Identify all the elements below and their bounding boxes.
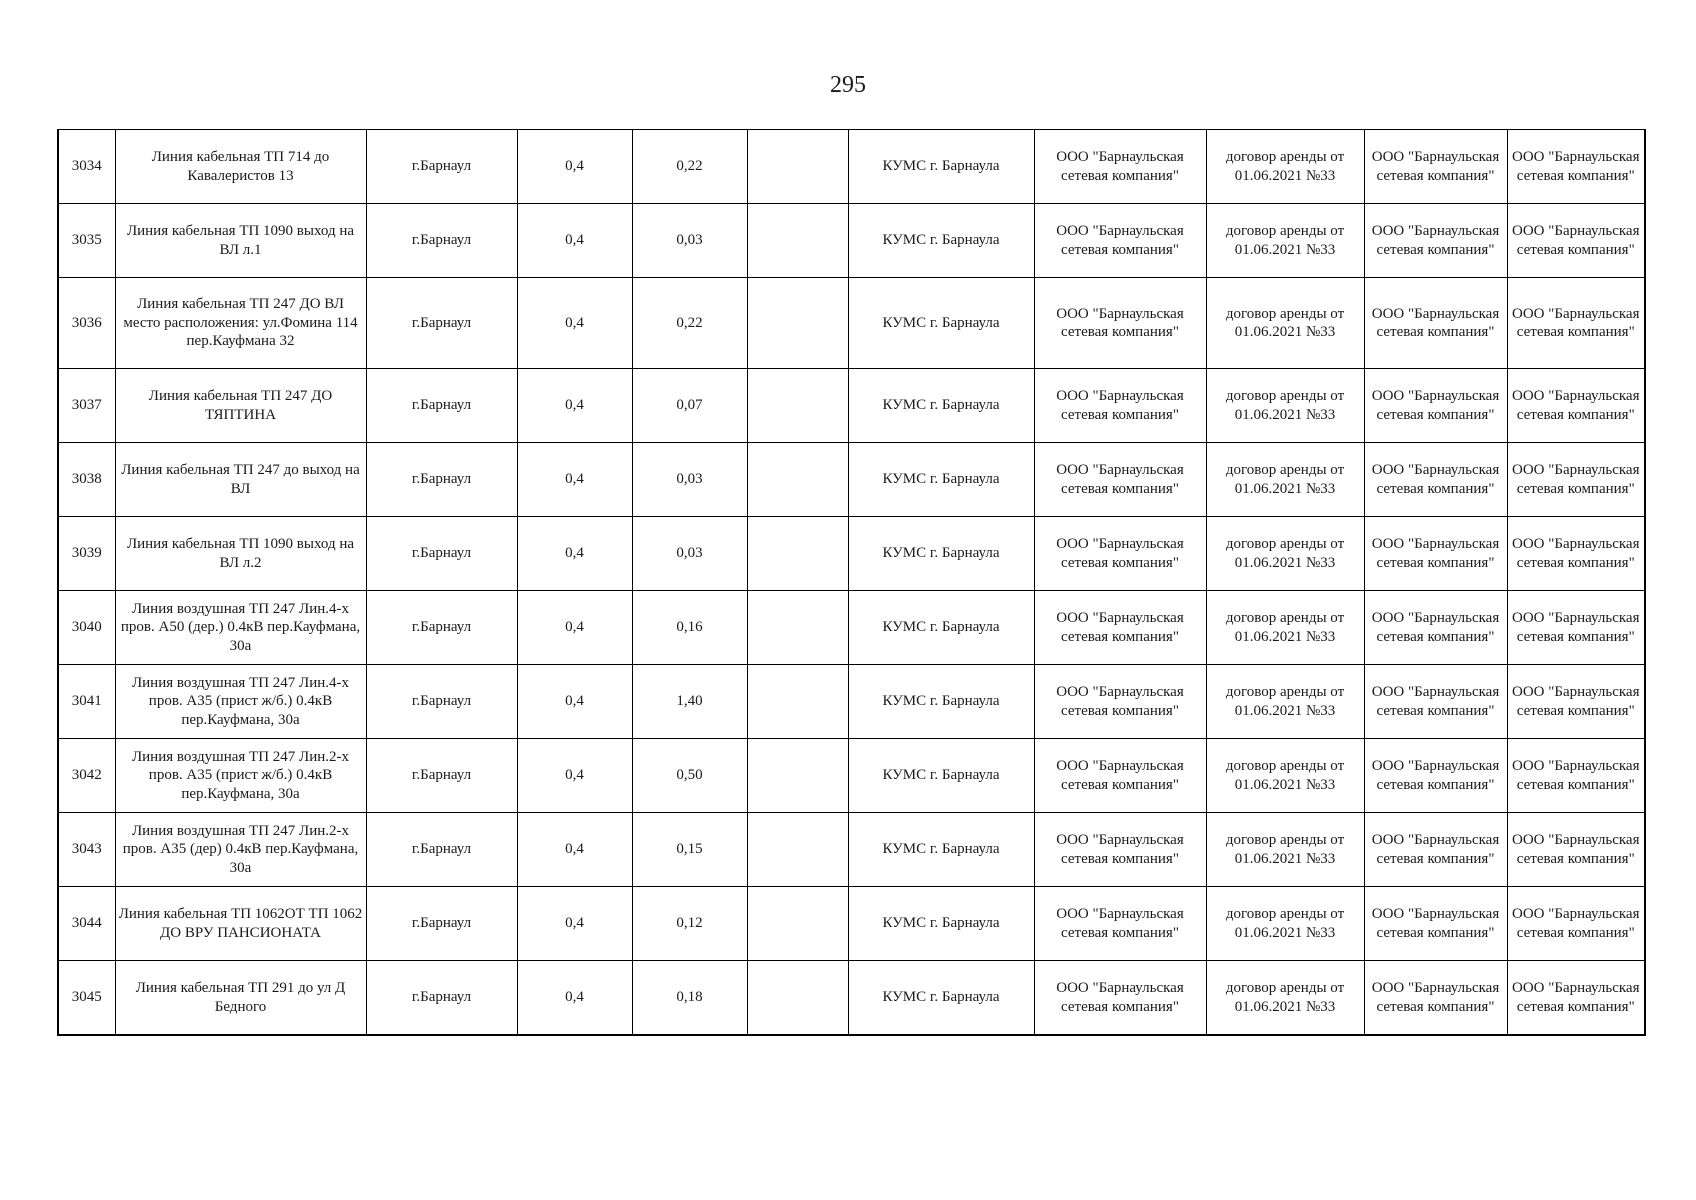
cell-location: г.Барнаул: [366, 813, 517, 887]
table-row: [58, 443, 1645, 517]
cell-basis: договор аренды от 01.06.2021 №33: [1206, 665, 1364, 739]
cell-user: ООО "Барнаульская сетевая компания": [1034, 961, 1206, 1036]
cell-location: г.Барнаул: [366, 204, 517, 278]
cell-basis: договор аренды от 01.06.2021 №33: [1206, 739, 1364, 813]
registry-table: [57, 129, 1646, 1036]
cell-number: 3042: [58, 739, 115, 813]
cell-holder: КУМС г. Барнаула: [848, 887, 1034, 961]
cell-voltage: 0,4: [517, 517, 632, 591]
cell-voltage: 0,4: [517, 204, 632, 278]
cell-voltage: 0,4: [517, 443, 632, 517]
cell-basis: договор аренды от 01.06.2021 №33: [1206, 369, 1364, 443]
cell-object-name: Линия воздушная ТП 247 Лин.4-х пров. А35 (прист ж/б.) 0.4кВ пер.Кауфмана, 30а: [115, 665, 366, 739]
cell-length: 0,03: [632, 204, 747, 278]
cell-holder: КУМС г. Барнаула: [848, 278, 1034, 369]
cell-number: 3041: [58, 665, 115, 739]
cell-operator: ООО "Барнаульская сетевая компания": [1364, 278, 1507, 369]
cell-object-name: Линия кабельная ТП 1090 выход на ВЛ л.2: [115, 517, 366, 591]
cell-holder: КУМС г. Барнаула: [848, 665, 1034, 739]
cell-length: 0,16: [632, 591, 747, 665]
cell-length: 0,22: [632, 130, 747, 204]
cell-length: 0,07: [632, 369, 747, 443]
cell-operator: ООО "Барнаульская сетевая компания": [1364, 369, 1507, 443]
cell-operator: ООО "Барнаульская сетевая компания": [1364, 887, 1507, 961]
cell-number: 3036: [58, 278, 115, 369]
cell-basis: договор аренды от 01.06.2021 №33: [1206, 278, 1364, 369]
cell-operator: ООО "Барнаульская сетевая компания": [1364, 591, 1507, 665]
cell-object-name: Линия кабельная ТП 291 до ул Д Бедного: [115, 961, 366, 1036]
cell-empty: [747, 369, 848, 443]
cell-number: 3037: [58, 369, 115, 443]
cell-owner: ООО "Барнаульская сетевая компания": [1507, 517, 1645, 591]
cell-number: 3045: [58, 961, 115, 1036]
cell-user: ООО "Барнаульская сетевая компания": [1034, 591, 1206, 665]
cell-object-name: Линия воздушная ТП 247 Лин.4-х пров. А50 (дер.) 0.4кВ пер.Кауфмана, 30а: [115, 591, 366, 665]
table-row: [58, 591, 1645, 665]
cell-basis: договор аренды от 01.06.2021 №33: [1206, 813, 1364, 887]
cell-holder: КУМС г. Барнаула: [848, 204, 1034, 278]
cell-length: 1,40: [632, 665, 747, 739]
table-row: [58, 204, 1645, 278]
cell-empty: [747, 961, 848, 1036]
page-number: 295: [830, 72, 866, 98]
cell-location: г.Барнаул: [366, 517, 517, 591]
cell-empty: [747, 665, 848, 739]
cell-owner: ООО "Барнаульская сетевая компания": [1507, 961, 1645, 1036]
cell-owner: ООО "Барнаульская сетевая компания": [1507, 369, 1645, 443]
cell-user: ООО "Барнаульская сетевая компания": [1034, 443, 1206, 517]
cell-object-name: Линия кабельная ТП 714 до Кавалеристов 13: [115, 130, 366, 204]
cell-basis: договор аренды от 01.06.2021 №33: [1206, 204, 1364, 278]
cell-number: 3043: [58, 813, 115, 887]
cell-location: г.Барнаул: [366, 739, 517, 813]
cell-length: 0,22: [632, 278, 747, 369]
cell-object-name: Линия кабельная ТП 247 ДО ВЛ место расположения: ул.Фомина 114 пер.Кауфмана 32: [115, 278, 366, 369]
cell-operator: ООО "Барнаульская сетевая компания": [1364, 739, 1507, 813]
cell-holder: КУМС г. Барнаула: [848, 517, 1034, 591]
cell-user: ООО "Барнаульская сетевая компания": [1034, 369, 1206, 443]
cell-owner: ООО "Барнаульская сетевая компания": [1507, 278, 1645, 369]
cell-operator: ООО "Барнаульская сетевая компания": [1364, 961, 1507, 1036]
cell-voltage: 0,4: [517, 813, 632, 887]
cell-location: г.Барнаул: [366, 278, 517, 369]
cell-operator: ООО "Барнаульская сетевая компания": [1364, 204, 1507, 278]
cell-operator: ООО "Барнаульская сетевая компания": [1364, 130, 1507, 204]
cell-empty: [747, 813, 848, 887]
registry-body: [58, 130, 1645, 1036]
cell-empty: [747, 204, 848, 278]
cell-number: 3044: [58, 887, 115, 961]
cell-voltage: 0,4: [517, 130, 632, 204]
cell-empty: [747, 517, 848, 591]
cell-number: 3034: [58, 130, 115, 204]
cell-operator: ООО "Барнаульская сетевая компания": [1364, 813, 1507, 887]
cell-user: ООО "Барнаульская сетевая компания": [1034, 278, 1206, 369]
cell-object-name: Линия воздушная ТП 247 Лин.2-х пров. А35 (прист ж/б.) 0.4кВ пер.Кауфмана, 30а: [115, 739, 366, 813]
cell-empty: [747, 443, 848, 517]
cell-location: г.Барнаул: [366, 369, 517, 443]
cell-voltage: 0,4: [517, 665, 632, 739]
cell-holder: КУМС г. Барнаула: [848, 130, 1034, 204]
cell-operator: ООО "Барнаульская сетевая компания": [1364, 443, 1507, 517]
cell-empty: [747, 591, 848, 665]
cell-operator: ООО "Барнаульская сетевая компания": [1364, 517, 1507, 591]
cell-length: 0,50: [632, 739, 747, 813]
cell-length: 0,15: [632, 813, 747, 887]
table-row: [58, 369, 1645, 443]
cell-holder: КУМС г. Барнаула: [848, 961, 1034, 1036]
cell-object-name: Линия кабельная ТП 1090 выход на ВЛ л.1: [115, 204, 366, 278]
cell-voltage: 0,4: [517, 887, 632, 961]
cell-location: г.Барнаул: [366, 961, 517, 1036]
cell-location: г.Барнаул: [366, 443, 517, 517]
cell-user: ООО "Барнаульская сетевая компания": [1034, 517, 1206, 591]
cell-number: 3038: [58, 443, 115, 517]
cell-empty: [747, 739, 848, 813]
table-row: [58, 517, 1645, 591]
cell-owner: ООО "Барнаульская сетевая компания": [1507, 739, 1645, 813]
cell-user: ООО "Барнаульская сетевая компания": [1034, 739, 1206, 813]
cell-location: г.Барнаул: [366, 887, 517, 961]
cell-owner: ООО "Барнаульская сетевая компания": [1507, 665, 1645, 739]
cell-owner: ООО "Барнаульская сетевая компания": [1507, 813, 1645, 887]
cell-basis: договор аренды от 01.06.2021 №33: [1206, 887, 1364, 961]
cell-operator: ООО "Барнаульская сетевая компания": [1364, 665, 1507, 739]
cell-owner: ООО "Барнаульская сетевая компания": [1507, 443, 1645, 517]
table-row: [58, 813, 1645, 887]
table-row: [58, 887, 1645, 961]
cell-empty: [747, 130, 848, 204]
cell-location: г.Барнаул: [366, 130, 517, 204]
cell-basis: договор аренды от 01.06.2021 №33: [1206, 517, 1364, 591]
cell-location: г.Барнаул: [366, 591, 517, 665]
cell-location: г.Барнаул: [366, 665, 517, 739]
cell-length: 0,18: [632, 961, 747, 1036]
table-row: [58, 278, 1645, 369]
cell-owner: ООО "Барнаульская сетевая компания": [1507, 130, 1645, 204]
cell-empty: [747, 887, 848, 961]
cell-number: 3039: [58, 517, 115, 591]
cell-empty: [747, 278, 848, 369]
cell-basis: договор аренды от 01.06.2021 №33: [1206, 961, 1364, 1036]
cell-holder: КУМС г. Барнаула: [848, 369, 1034, 443]
cell-owner: ООО "Барнаульская сетевая компания": [1507, 887, 1645, 961]
cell-voltage: 0,4: [517, 591, 632, 665]
cell-holder: КУМС г. Барнаула: [848, 443, 1034, 517]
cell-user: ООО "Барнаульская сетевая компания": [1034, 204, 1206, 278]
cell-user: ООО "Барнаульская сетевая компания": [1034, 130, 1206, 204]
cell-voltage: 0,4: [517, 961, 632, 1036]
cell-object-name: Линия кабельная ТП 1062ОТ ТП 1062 ДО ВРУ ПАНСИОНАТА: [115, 887, 366, 961]
cell-holder: КУМС г. Барнаула: [848, 813, 1034, 887]
cell-user: ООО "Барнаульская сетевая компания": [1034, 813, 1206, 887]
cell-user: ООО "Барнаульская сетевая компания": [1034, 665, 1206, 739]
cell-length: 0,12: [632, 887, 747, 961]
cell-user: ООО "Барнаульская сетевая компания": [1034, 887, 1206, 961]
cell-basis: договор аренды от 01.06.2021 №33: [1206, 130, 1364, 204]
cell-owner: ООО "Барнаульская сетевая компания": [1507, 591, 1645, 665]
cell-number: 3035: [58, 204, 115, 278]
cell-basis: договор аренды от 01.06.2021 №33: [1206, 591, 1364, 665]
cell-holder: КУМС г. Барнаула: [848, 591, 1034, 665]
cell-voltage: 0,4: [517, 739, 632, 813]
cell-object-name: Линия кабельная ТП 247 до выход на ВЛ: [115, 443, 366, 517]
cell-object-name: Линия кабельная ТП 247 ДО ТЯПТИНА: [115, 369, 366, 443]
cell-holder: КУМС г. Барнаула: [848, 739, 1034, 813]
cell-length: 0,03: [632, 443, 747, 517]
table-row: [58, 961, 1645, 1036]
table-row: [58, 665, 1645, 739]
cell-owner: ООО "Барнаульская сетевая компания": [1507, 204, 1645, 278]
cell-number: 3040: [58, 591, 115, 665]
cell-basis: договор аренды от 01.06.2021 №33: [1206, 443, 1364, 517]
cell-length: 0,03: [632, 517, 747, 591]
table-row: [58, 130, 1645, 204]
cell-voltage: 0,4: [517, 278, 632, 369]
cell-object-name: Линия воздушная ТП 247 Лин.2-х пров. А35 (дер) 0.4кВ пер.Кауфмана, 30а: [115, 813, 366, 887]
cell-voltage: 0,4: [517, 369, 632, 443]
table-row: [58, 739, 1645, 813]
